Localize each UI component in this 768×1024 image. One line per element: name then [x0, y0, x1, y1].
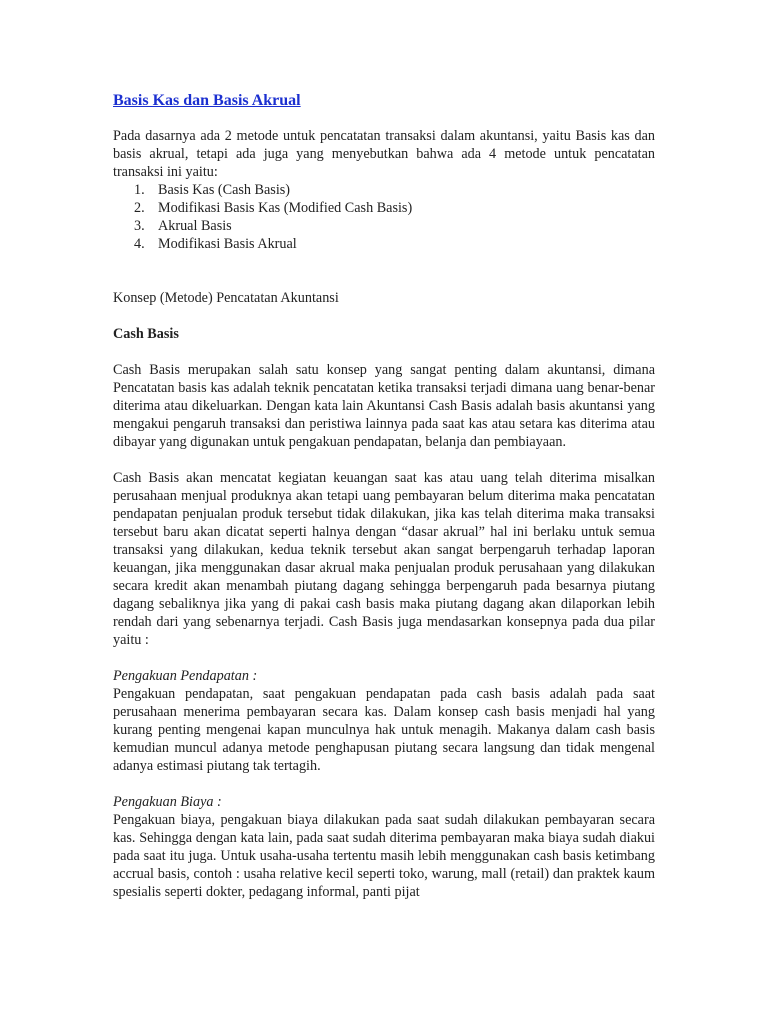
paragraph-cash-basis-recording: Cash Basis akan mencatat kegiatan keuangan saat kas atau uang telah diterima misalkan perusahaan menjual produknya akan tetapi uang pembayaran belum diterima maka pencatatan pendapatan penjualan produk tersebut tidak dilakukan, jika kas telah diterima maka transaksi tersebut baru akan dicatat seperti halnya dengan “dasar akrual” hal ini berlaku untuk semua transaksi yang dilakukan, kedua teknik tersebut akan sangat berpengaruh terhadap laporan keuangan, jika menggunakan dasar akrual maka penjualan produk perusahaan yang dilakukan secara kredit akan menambah piutang dagang sehingga berpengaruh pada besarnya piutang dagang sebaliknya jika yang di pakai cash basis maka piutang dagang akan dilaporkan lebih rendah dari yang sebenarnya terjadi. Cash Basis juga mendasarkan konsepnya pada dua pilar yaitu : — [113, 470, 655, 648]
list-item: Basis Kas (Cash Basis) — [158, 182, 291, 198]
expense-recognition-heading: Pengakuan Biaya : — [113, 794, 222, 810]
list-item: Akrual Basis — [158, 218, 232, 234]
spacer — [113, 307, 655, 325]
spacer — [113, 775, 655, 793]
concept-line: Konsep (Metode) Pencatatan Akuntansi — [113, 290, 339, 306]
revenue-recognition-heading: Pengakuan Pendapatan : — [113, 668, 258, 684]
list-item: Modifikasi Basis Akrual — [158, 236, 297, 252]
method-list — [113, 181, 655, 253]
spacer — [113, 343, 655, 361]
spacer — [113, 451, 655, 469]
intro-paragraph: Pada dasarnya ada 2 metode untuk pencatatan transaksi dalam akuntansi, yaitu Basis kas dan basis akrual, tetapi ada juga yang menyebutkan bahwa ada 4 metode untuk pencatatan transaksi ini yaitu: — [113, 128, 655, 180]
expense-recognition-paragraph: Pengakuan biaya, pengakuan biaya dilakukan pada saat sudah dilakukan pembayaran secara kas. Sehingga dengan kata lain, pada saat sudah diterima pembayaran maka biaya sudah diakui pada saat itu juga. Untuk usaha-usaha tertentu masih lebih menggunakan cash basis ketimbang accrual basis, contoh : usaha relative kecil seperti toko, warung, mall (retail) dan praktek kaum spesialis seperti dokter, pedagang informal, panti pijat — [113, 812, 655, 900]
revenue-recognition-paragraph: Pengakuan pendapatan, saat pengakuan pendapatan pada cash basis adalah pada saat perusahaan menerima pembayaran secara kas. Dalam konsep cash basis menjadi hal yang kurang penting mengenai kapan munculnya hak untuk menagih. Makanya dalam cash basis kemudian muncul adanya metode penghapusan piutang secara langsung dan tidak mengenal adanya estimasi piutang tak tertagih. — [113, 686, 655, 774]
spacer — [113, 649, 655, 667]
cash-basis-heading: Cash Basis — [113, 326, 179, 342]
list-item: Modifikasi Basis Kas (Modified Cash Basis) — [158, 200, 413, 216]
document-page — [113, 91, 655, 901]
document-title-link[interactable]: Basis Kas dan Basis Akrual — [113, 92, 301, 109]
spacer — [113, 253, 655, 289]
paragraph-cash-basis-definition: Cash Basis merupakan salah satu konsep yang sangat penting dalam akuntansi, dimana Pencatatan basis kas adalah teknik pencatatan ketika transaksi terjadi dimana uang benar-benar diterima atau dikeluarkan. Dengan kata lain Akuntansi Cash Basis adalah basis akuntansi yang mengakui pengaruh transaksi dan peristiwa lainnya pada saat kas atau setara kas diterima atau dibayar yang digunakan untuk pengakuan pendapatan, belanja dan pembiayaan. — [113, 362, 655, 450]
